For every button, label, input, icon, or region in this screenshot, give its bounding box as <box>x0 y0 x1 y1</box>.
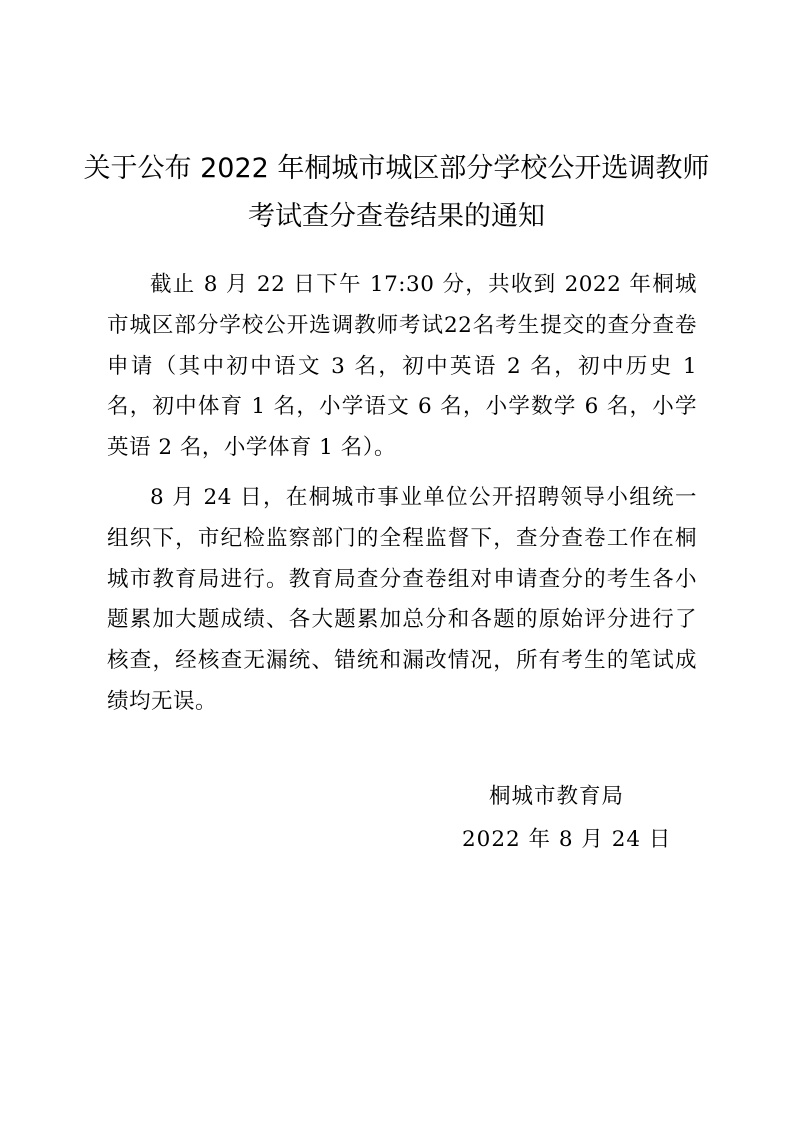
notice-title-line-2: 考试查分查卷结果的通知 <box>248 201 545 232</box>
body-paragraph-1: 截止 8 月 22 日下午 17:30 分，共收到 2022 年桐城市城区部分学校公开选调教师考试22名考生提交的查分查卷申请（其中初中语文 3 名，初中英语 2 名，初中历史 1 名，初中体育 1 名，小学语文 6 名，小学数学 6 名，小学英语 2 名，小学体育 1 名）。 <box>107 272 697 461</box>
body-paragraph-2: 8 月 24 日，在桐城市事业单位公开招聘领导小组统一组织下，市纪检监察部门的全程监督下，查分查卷工作在桐城市教育局进行。教育局查分查卷组对申请查分的考生各小题累加大题成绩、各大题累加总分和各题的原始评分进行了核查，经核查无漏统、错统和漏改情况，所有考生的笔试成绩均无误。 <box>107 485 697 714</box>
signature-date: 2022 年 8 月 24 日 <box>462 827 672 852</box>
signature-organization: 桐城市教育局 <box>489 784 625 809</box>
notice-title-line-1: 关于公布 2022 年桐城市城区部分学校公开选调教师 <box>83 153 710 184</box>
